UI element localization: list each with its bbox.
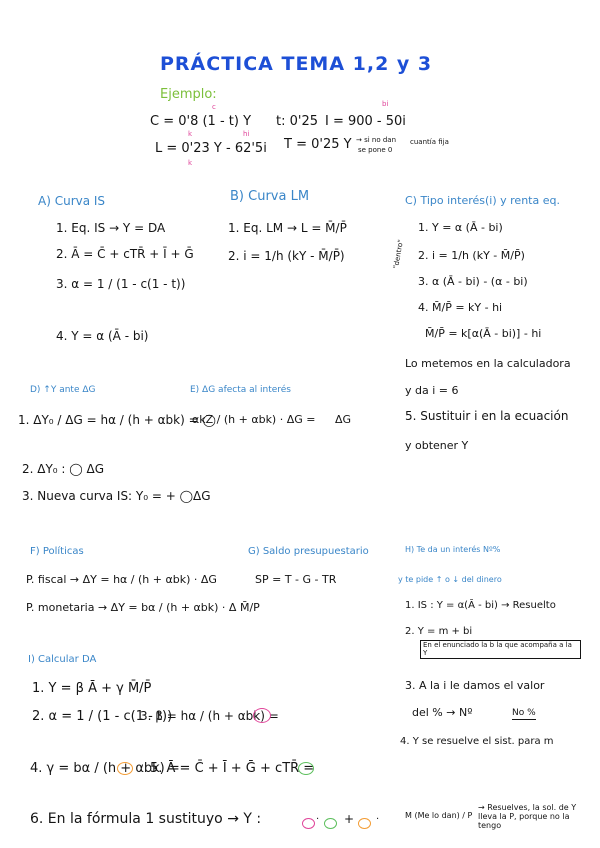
section-i-step1: 1. Y = β Ā + γ M̄/P̄ bbox=[32, 681, 152, 696]
final-circles: · + · bbox=[302, 816, 402, 830]
example-k-mark-2: k bbox=[188, 159, 193, 167]
section-a-step4: 4. Y = α (Ā - bi) bbox=[56, 329, 149, 343]
section-h-note-box: En el enunciado la b la que acompaña a la Y bbox=[420, 640, 581, 659]
a-result-circle-icon bbox=[298, 762, 314, 775]
section-h-step3a: 3. A la i le damos el valor bbox=[405, 679, 545, 692]
section-c-text2: y da i = 6 bbox=[405, 384, 459, 397]
section-h-step3b: del % → Nº bbox=[412, 706, 473, 719]
section-d-eq1: 1. ΔY₀ / ΔG = hα / (h + αbk) = ◯ bbox=[18, 413, 216, 427]
green-circle-icon bbox=[324, 818, 337, 829]
example-eq-T: T = 0'25 Y bbox=[284, 137, 352, 152]
section-c-text3: y obtener Y bbox=[405, 439, 469, 452]
gamma-result-circle-icon bbox=[117, 762, 133, 775]
section-i-step2: 2. α = 1 / (1 - c(1 - t)) bbox=[32, 709, 173, 724]
section-c-step1: 1. Y = α (Ā - bi) bbox=[418, 221, 503, 234]
section-b-step1: 1. Eq. LM → L = M̄/P̄ bbox=[228, 221, 347, 235]
example-c-mark: c bbox=[212, 103, 216, 111]
section-c-step5: M̄/P̄ = k[α(Ā - bi)] - hi bbox=[425, 327, 542, 340]
section-f-monetaria: P. monetaria → ΔY = bα / (h + αbk) · Δ M̄/P bbox=[26, 601, 260, 614]
section-f-heading: F) Políticas bbox=[30, 546, 84, 557]
example-eq-l: L = 0'23 Y - 62'5i bbox=[155, 141, 267, 156]
section-h-step3c: No % bbox=[512, 708, 536, 718]
section-i-heading: I) Calcular DA bbox=[28, 654, 97, 665]
final-step6: 6. En la fórmula 1 sustituyo → Y : bbox=[30, 811, 262, 827]
section-c-step6: 5. Sustituir i en la ecuación bbox=[405, 409, 569, 423]
section-b-heading: B) Curva LM bbox=[230, 189, 310, 204]
section-h-subheading: y te pide ↑ o ↓ del dinero bbox=[398, 575, 502, 584]
section-a-step1: 1. Eq. IS → Y = DA bbox=[56, 221, 166, 235]
section-c-text1: Lo metemos en la calculadora bbox=[405, 357, 571, 370]
section-c-heading: C) Tipo interés(i) y renta eq. bbox=[405, 194, 560, 207]
section-i-step4: 4. γ = bα / (h + αbk) = bbox=[30, 761, 180, 776]
example-h-mark: hi bbox=[243, 130, 250, 138]
section-c-side-note: "dentro" bbox=[392, 238, 405, 270]
section-b-step2: 2. i = 1/h (kY - M̄/P̄) bbox=[228, 249, 345, 263]
final-tail: M (Me lo dan) / P bbox=[405, 811, 473, 820]
section-d-eq3: 3. Nueva curva IS: Y₀ = + ◯ΔG bbox=[22, 489, 211, 503]
section-e-eq1-tail: ΔG bbox=[335, 413, 352, 426]
section-h-step4: 4. Y se resuelve el sist. para m bbox=[400, 736, 554, 747]
section-i-step5: 5. Ā = C̄ + Ī + Ḡ + cTR̄ = bbox=[150, 761, 315, 776]
page-title: PRÁCTICA TEMA 1,2 y 3 bbox=[160, 53, 433, 75]
example-bi-mark: bi bbox=[382, 100, 389, 108]
note-no-dan: → si no dan bbox=[356, 136, 397, 144]
section-a-step3: 3. α = 1 / (1 - c(1 - t)) bbox=[56, 277, 186, 291]
section-h-step1: 1. IS : Y = α(Ā - bi) → Resuelto bbox=[405, 600, 556, 611]
note-cuantia: cuantía fija bbox=[410, 138, 449, 146]
section-c-step3: 3. α (Ā - bi) - (α - bi) bbox=[418, 275, 528, 288]
section-e-heading: E) ΔG afecta al interés bbox=[190, 385, 291, 395]
pink-circle-icon bbox=[302, 818, 315, 829]
section-g-heading: G) Saldo presupuestario bbox=[248, 546, 369, 557]
example-k-mark: k bbox=[188, 130, 193, 138]
example-eq-c: C = 0'8 (1 - t) Y bbox=[150, 114, 252, 129]
orange-circle-icon bbox=[358, 818, 371, 829]
section-d-heading: D) ↑Y ante ΔG bbox=[30, 385, 96, 395]
section-c-step2: 2. i = 1/h (kY - M̄/P̄) bbox=[418, 249, 525, 262]
section-c-step4: 4. M̄/P̄ = kY - hi bbox=[418, 301, 503, 314]
section-f-fiscal: P. fiscal → ΔY = hα / (h + αbk) · ΔG bbox=[26, 573, 217, 586]
example-eq-i: I = 900 - 50i bbox=[325, 114, 406, 129]
example-eq-t: t: 0'25 bbox=[276, 114, 318, 129]
example-label: Ejemplo: bbox=[160, 87, 217, 102]
section-a-heading: A) Curva IS bbox=[38, 194, 106, 208]
final-note: → Resuelves, la sol. de Y lleva la P, porque no la tengo bbox=[478, 803, 577, 830]
section-h-heading: H) Te da un interés Nº% bbox=[405, 545, 501, 554]
note-se-pone: se pone 0 bbox=[358, 146, 393, 154]
section-i-step3: 3. β = hα / (h + αbk) = bbox=[140, 709, 279, 723]
section-g-eq1: SP = T - G - TR bbox=[255, 573, 337, 586]
beta-result-circle-icon bbox=[253, 708, 271, 723]
section-e-eq1: αkZ / (h + αbk) · ΔG = bbox=[192, 413, 316, 426]
section-h-step2: 2. Y = m + bi bbox=[405, 626, 473, 637]
section-a-step2: 2. Ā = C̄ + cTR̄ + Ī + Ḡ bbox=[56, 247, 194, 261]
section-d-eq2: 2. ΔY₀ : ◯ ΔG bbox=[22, 462, 105, 476]
